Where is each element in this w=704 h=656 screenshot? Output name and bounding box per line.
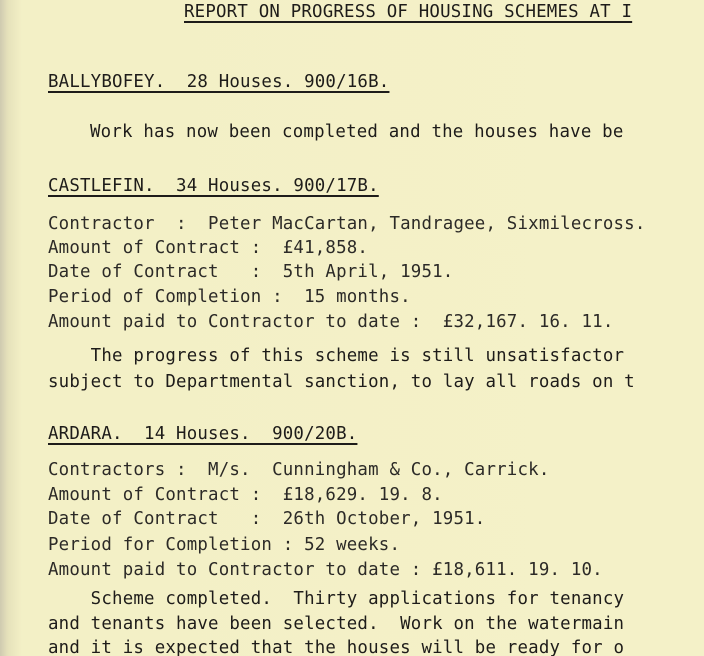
castlefin-paragraph-line-1: The progress of this scheme is still unsatisfactor — [48, 346, 625, 366]
castlefin-amount-of-contract: Amount of Contract : £41,858. — [48, 238, 369, 258]
castlefin-amount-paid: Amount paid to Contractor to date : £32,167. 16. 11. — [48, 312, 614, 332]
castlefin-contractor: Contractor : Peter MacCartan, Tandragee, Sixmilecross. — [48, 214, 646, 234]
ballybofey-paragraph-line: Work has now been completed and the houses have be — [90, 122, 624, 142]
ardara-paragraph-line-2: and tenants have been selected. Work on the watermain — [48, 614, 625, 634]
report-title: REPORT ON PROGRESS OF HOUSING SCHEMES AT I — [184, 2, 633, 22]
ardara-date-of-contract: Date of Contract : 26th October, 1951. — [48, 509, 486, 529]
castlefin-paragraph-line-2: subject to Departmental sanction, to lay all roads on t — [48, 372, 635, 392]
ardara-period-for-completion: Period for Completion : 52 weeks. — [48, 535, 401, 555]
castlefin-period-of-completion: Period of Completion : 15 months. — [48, 287, 411, 307]
ardara-amount-of-contract: Amount of Contract : £18,629. 19. 8. — [48, 485, 443, 505]
castlefin-date-of-contract: Date of Contract : 5th April, 1951. — [48, 262, 454, 282]
scheme-heading-castlefin: CASTLEFIN. 34 Houses. 900/17B. — [48, 176, 379, 196]
ardara-paragraph-line-1: Scheme completed. Thirty applications for tenancy — [48, 589, 625, 609]
ardara-paragraph-line-3: and it is expected that the houses will be ready for o — [48, 638, 625, 656]
ardara-amount-paid: Amount paid to Contractor to date : £18,611. 19. 10. — [48, 560, 603, 580]
scheme-heading-ballybofey: BALLYBOFEY. 28 Houses. 900/16B. — [48, 72, 390, 92]
ardara-contractors: Contractors : M/s. Cunningham & Co., Carrick. — [48, 460, 550, 480]
scheme-heading-ardara: ARDARA. 14 Houses. 900/20B. — [48, 424, 358, 444]
